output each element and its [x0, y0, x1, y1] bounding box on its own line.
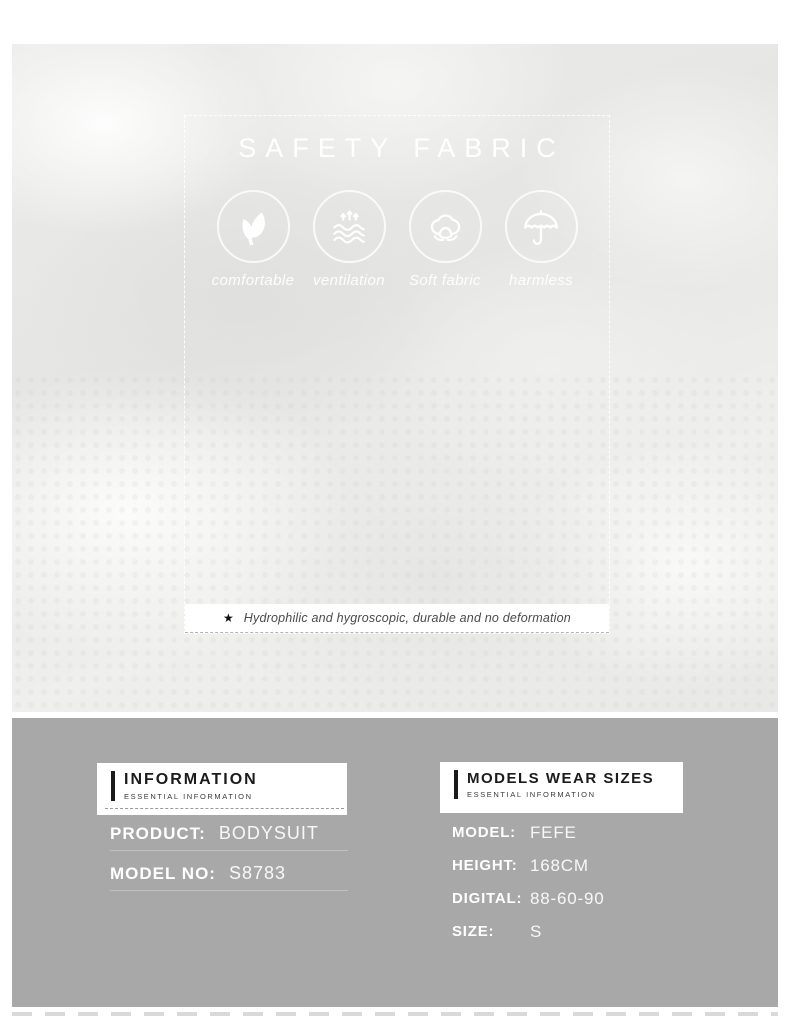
safety-fabric-title: SAFETY FABRIC [238, 133, 565, 163]
information-title: INFORMATION [124, 771, 258, 788]
model-value: FEFE [530, 822, 577, 842]
size-row [452, 915, 604, 948]
dashed-divider [105, 808, 344, 809]
fabric-note-bar [185, 604, 609, 633]
leaves-icon [217, 190, 290, 263]
fabric-note-text: Hydrophilic and hygroscopic, durable and no deformation [243, 611, 571, 625]
digital-value: 88-60-90 [530, 888, 605, 908]
umbrella-icon [505, 190, 578, 263]
sizes-subtitle: ESSENTIAL INFORMATION [467, 790, 596, 800]
model-sizes-rows [452, 816, 604, 948]
feature-soft-fabric [408, 190, 483, 289]
row-underline [110, 850, 348, 851]
model-row [452, 816, 604, 849]
size-label: SIZE: [452, 923, 495, 940]
feature-comfortable [211, 190, 295, 289]
feature-ventilation [312, 190, 387, 289]
digital-row [452, 882, 604, 915]
height-row [452, 849, 604, 882]
product-label: PRODUCT: [110, 824, 206, 843]
information-subtitle: ESSENTIAL INFORMATION [124, 792, 253, 802]
feature-label-ventilation: ventilation [313, 272, 385, 289]
product-info-rows [110, 823, 348, 903]
bottom-dashed-separator [12, 1012, 778, 1016]
product-value: BODYSUIT [218, 823, 319, 843]
feature-row [185, 190, 609, 289]
model-no-label: MODEL NO: [110, 864, 216, 883]
airflow-icon [313, 190, 386, 263]
accent-bar [454, 770, 458, 799]
feature-harmless [504, 190, 579, 289]
accent-bar [111, 771, 115, 801]
feature-label-comfortable: comfortable [211, 272, 295, 289]
sizes-card [440, 762, 683, 813]
information-card [97, 763, 347, 815]
cotton-icon [409, 190, 482, 263]
star-icon: ★ [223, 611, 234, 625]
size-value: S [530, 921, 543, 941]
digital-label: DIGITAL: [452, 890, 523, 907]
height-label: HEIGHT: [452, 857, 518, 874]
product-row [110, 823, 348, 851]
sizes-card-header [454, 770, 654, 799]
information-card-header [111, 771, 258, 801]
model-no-row [110, 863, 348, 891]
model-no-value: S8783 [228, 863, 287, 883]
lace-fabric-photo [12, 44, 778, 712]
height-value: 168CM [530, 855, 589, 875]
safety-fabric-box [184, 115, 610, 634]
row-underline [110, 890, 348, 891]
feature-label-harmless: harmless [508, 272, 574, 289]
model-label: MODEL: [452, 824, 516, 841]
feature-label-soft-fabric: Soft fabric [409, 272, 481, 289]
info-panel [12, 718, 778, 1007]
sizes-title: MODELS WEAR SIZES [467, 770, 655, 787]
